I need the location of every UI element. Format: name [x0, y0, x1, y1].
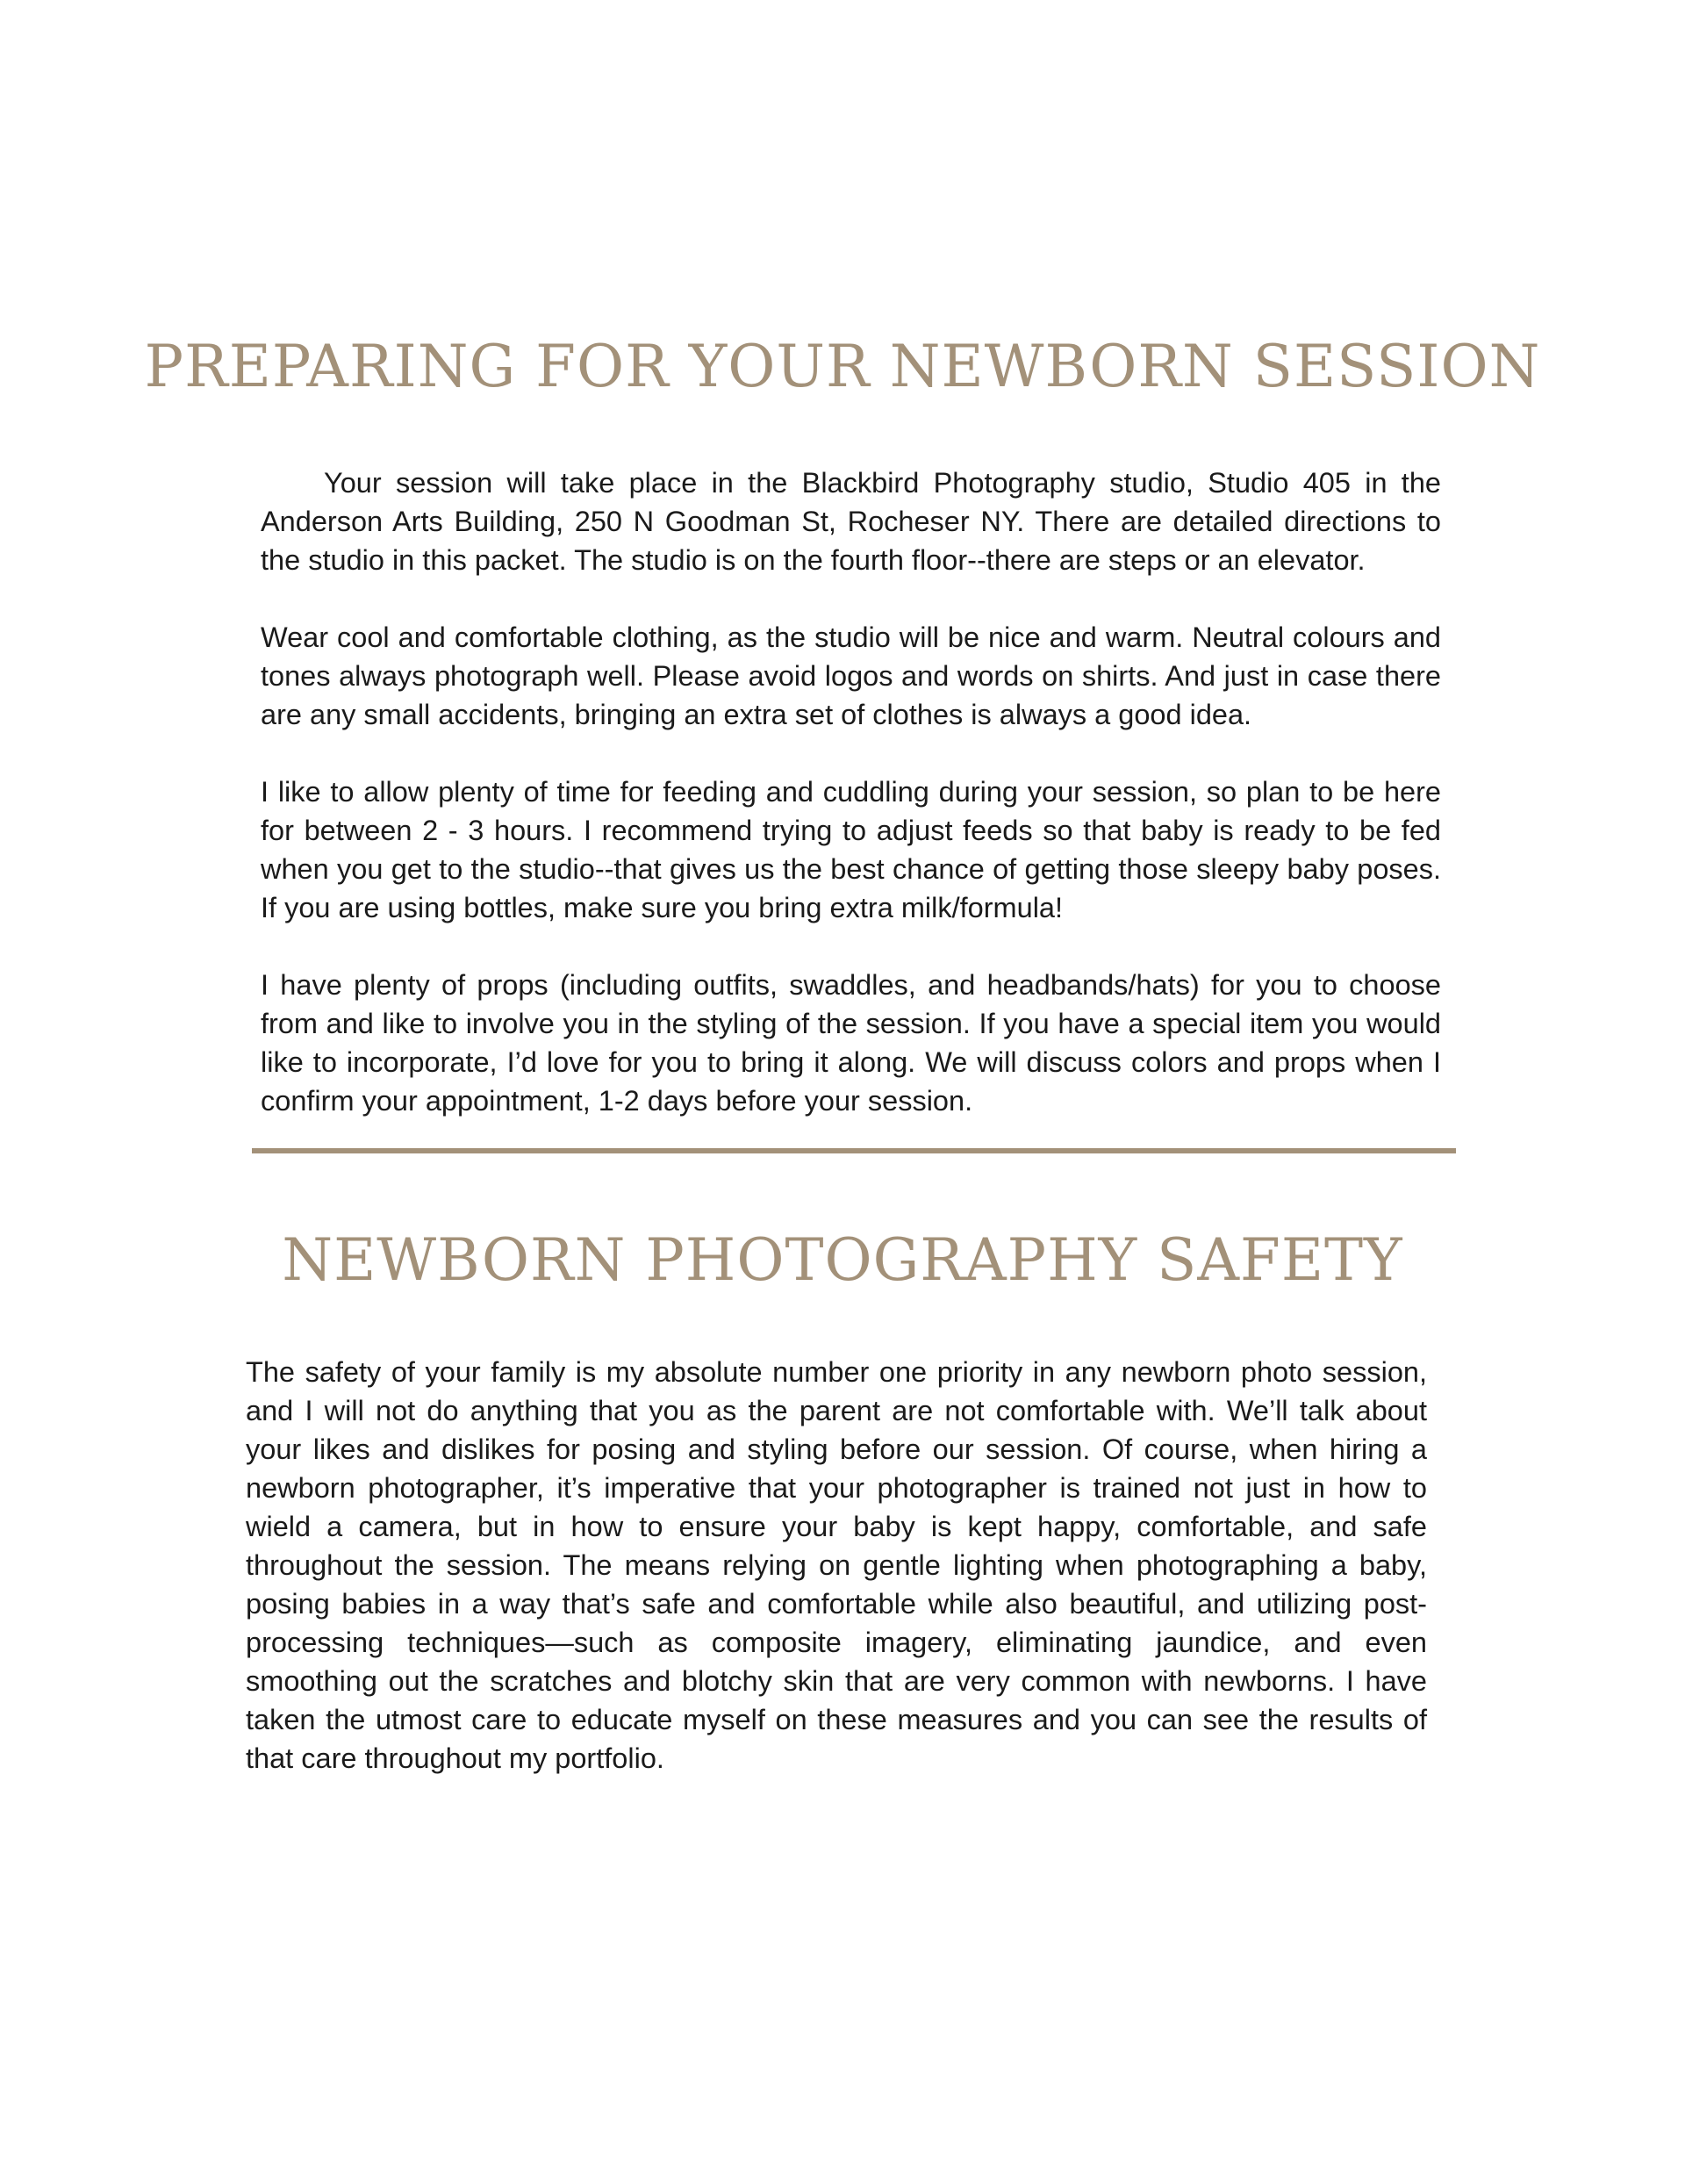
paragraph-props: I have plenty of props (including outfits, swaddles, and headbands/hats) for you to choose from and like to involve you in the styling of the session. If you have a special item you would like to incorporate, I’d love for you to bring it along. We will discuss colors and props when I confirm your appointment, 1-2 days before your session.	[261, 969, 1441, 1117]
preparing-section-body	[261, 463, 1441, 1120]
paragraph-feeding: I like to allow plenty of time for feeding and cuddling during your session, so plan to be here for between 2 - 3 hours. I recommend trying to adjust feeds so that baby is ready to be fed when you get to the studio--that gives us the best chance of getting those sleepy baby poses. If you are using bottles, make sure you bring extra milk/formula!	[261, 776, 1441, 923]
section-title-preparing: PREPARING FOR YOUR NEWBORN SESSION	[144, 333, 1541, 400]
section-title-safety: NEWBORN PHOTOGRAPHY SAFETY	[282, 1226, 1403, 1294]
safety-section-body	[246, 1353, 1427, 1778]
paragraph-session-location: Your session will take place in the Blackbird Photography studio, Studio 405 in the Anderson Arts Building, 250 N Goodman St, Rocheser NY. There are detailed directions to the studio in this packet. The studio is on the fourth floor--there are steps or an elevator.	[261, 467, 1441, 576]
section-divider	[252, 1148, 1456, 1153]
paragraph-clothing: Wear cool and comfortable clothing, as the studio will be nice and warm. Neutral colours and tones always photograph well. Please avoid logos and words on shirts. And just in case there are any small accidents, bringing an extra set of clothes is always a good idea.	[261, 621, 1441, 730]
paragraph-safety: The safety of your family is my absolute number one priority in any newborn photo session, and I will not do anything that you as the parent are not comfortable with. We’ll talk about your likes and dislikes for posing and styling before our session. Of course, when hiring a newborn photographer, it’s imperative that your photographer is trained not just in how to wield a camera, but in how to ensure your baby is kept happy, comfortable, and safe throughout the session. The means relying on gentle lighting when photographing a baby, posing babies in a way that’s safe and comfortable while also beautiful, and utilizing post-processing techniques—such as composite imagery, eliminating jaundice, and even smoothing out the scratches and blotchy skin that are very common with newborns. I have taken the utmost care to educate myself on these measures and you can see the results of that care throughout my portfolio.	[246, 1356, 1427, 1774]
